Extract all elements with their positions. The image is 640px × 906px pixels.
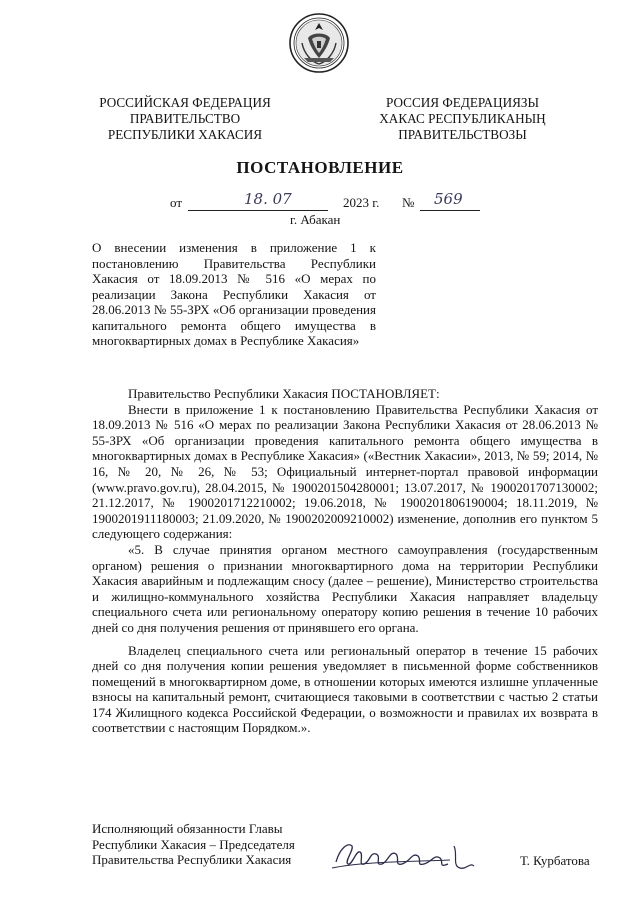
date-line (166, 192, 496, 214)
date-handwritten: 18. 07 (244, 190, 292, 208)
number-handwritten: 569 (434, 190, 463, 208)
document-title: ПОСТАНОВЛЕНИЕ (236, 158, 404, 177)
handwritten-signature-icon (330, 832, 490, 876)
signatory-position (92, 821, 342, 868)
body-paragraph: Внести в приложение 1 к постановлению Правительства Республики Хакасия от 18.09.2013 № 516 «О мерах по реализации Закона Республики Хакасия от 28.06.2013 № 55-ЗРХ «Об организации проведения капитального ремонта общего имущества в многоквартирных домах в Республике Хакасия» («Вестник Хакасии», 2013, № 59; 2014, № 16, № 20, № 26, № 53; Официальный интернет-портал правовой информации (www.pravo.gov.ru), 28.04.2015, № 1900201504280001; 13.07.2017, № 1900201707130002; 21.12.2017, № 1900201712210002; 19.06.2018, № 1900201806190004; 18.11.2019, № 1900201911180003; 21.09.2020, № 1900202009210002) изменение, дополнив его пунктом 5 следующего содержания: (92, 401, 598, 542)
body-paragraph: Правительство Республики Хакасия ПОСТАНОВЛЯЕТ: (128, 386, 440, 401)
body-paragraph: «5. В случае принятия органом местного самоуправления (государственным органом) решения о признании многоквартирного дома на территории Республики Хакасия аварийным и подлежащим сносу (далее – решение), Министерство строительства и жилищно-коммунального хозяйства Республики Хакасия направляет владельцу специального счета или региональному оператору копию решения в течение 10 рабочих дней со дня получения решения от принявшего его органа. (92, 541, 598, 635)
header-left-line: РЕСПУБЛИКИ ХАКАСИЯ (107, 127, 263, 142)
signatory-position-line: Правительства Республики Хакасия (92, 852, 292, 868)
header-right-line: ХАКАС РЕСПУБЛИКАНЫҢ (379, 111, 546, 126)
header-left-line: РОССИЙСКАЯ ФЕДЕРАЦИЯ (99, 95, 271, 110)
header-right-line: РОССИЯ ФЕДЕРАЦИЯЗЫ (385, 95, 540, 110)
signatory-name: Т. Курбатова (520, 853, 590, 868)
signatory-position-line: Исполняющий обязанности Главы (92, 821, 283, 836)
city: г. Абакан (290, 212, 341, 227)
header-right (345, 95, 580, 143)
signatory-position-line: Республики Хакасия – Председателя (92, 836, 295, 852)
header-right-line: ПРАВИТЕЛЬСТВОЗЫ (398, 127, 527, 142)
coat-of-arms-icon (288, 12, 350, 74)
from-label: от (170, 195, 183, 210)
header-left-line: ПРАВИТЕЛЬСТВО (129, 111, 241, 126)
year-label: 2023 г. (343, 195, 380, 210)
document-body (92, 386, 598, 736)
number-label: № (402, 195, 415, 210)
document-subject: О внесении изменения в приложение 1 к постановлению Правительства Республики Хакасия от 18.09.2013 № 516 «О мерах по реализации Закона Республики Хакасия от 28.06.2013 № 55-ЗРХ «Об организации проведения капитального ремонта общего имущества в многоквартирных домах в Республике Хакасия» (92, 240, 376, 348)
number-underline (420, 210, 480, 211)
date-underline (188, 210, 328, 211)
body-paragraph: Владелец специального счета или региональный оператор в течение 15 рабочих дней со дня получения копии решения уведомляет в письменной форме собственников помещений в многоквартирном доме, в отношении которых имеются излишне уплаченные взносы на капитальный ремонт, считающиеся таковыми в соответствии с частью 2 статьи 174 Жилищного кодекса Российской Федерации, о возможности и правилах их возврата в соответствии с настоящим Порядком.». (92, 642, 598, 736)
header-left (80, 95, 290, 143)
